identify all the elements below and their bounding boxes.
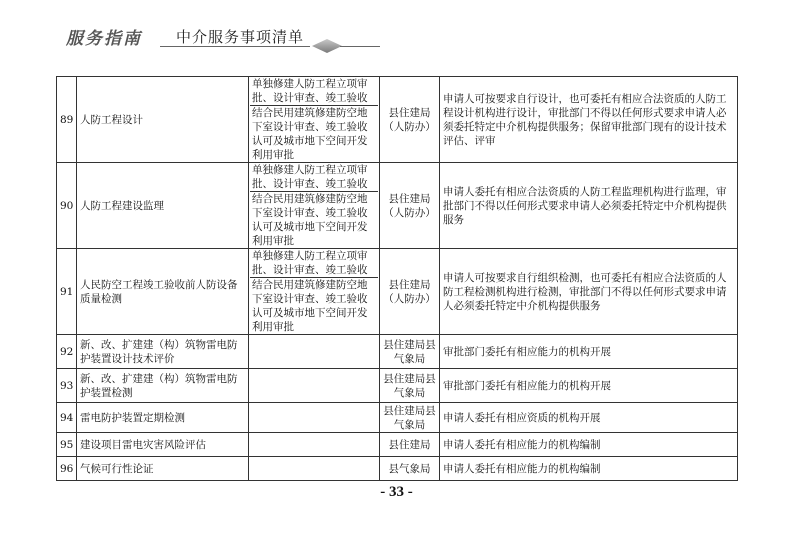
department: 县住建局 xyxy=(380,433,440,457)
header-rule xyxy=(160,46,310,47)
remark: 申请人可按要求自行设计，也可委托有相应合法资质的人防工程设计机构进行设计，审批部门不得以任何形式要求申请人必须委托特定中介机构提供服务；保留审批部门现有的设计技术评估、评审 xyxy=(440,77,738,163)
table-row xyxy=(57,77,738,163)
item-name: 雷电防护装置定期检测 xyxy=(77,403,249,433)
page-number: - 33 - xyxy=(380,484,413,500)
table-row xyxy=(57,163,738,249)
remark: 申请人可按要求自行组织检测，也可委托有相应合法资质的人防工程检测机构进行检测，审批部门不得以任何形式要求申请人必须委托特定中介机构提供服务 xyxy=(440,249,738,335)
approval-scope xyxy=(249,335,380,369)
approval-scope xyxy=(249,369,380,403)
row-number: 93 xyxy=(57,369,77,403)
remark: 申请人委托有相应能力的机构编制 xyxy=(440,433,738,457)
department: 县住建局（人防办） xyxy=(380,77,440,163)
scope-line: 结合民用建筑修建防空地下室设计审查、竣工验收认可及城市地下空间开发利用审批 xyxy=(252,193,368,247)
table-row xyxy=(57,249,738,335)
approval-scope xyxy=(249,457,380,481)
item-name: 气候可行性论证 xyxy=(77,457,249,481)
row-number: 96 xyxy=(57,457,77,481)
table-row xyxy=(57,335,738,369)
remark: 申请人委托有相应合法资质的人防工程监理机构进行监理，审批部门不得以任何形式要求申请人必须委托特定中介机构提供服务 xyxy=(440,163,738,249)
approval-scope xyxy=(249,403,380,433)
approval-scope xyxy=(249,249,380,335)
table-row xyxy=(57,403,738,433)
remark: 申请人委托有相应资质的机构开展 xyxy=(440,403,738,433)
item-name: 人防工程建设监理 xyxy=(77,163,249,249)
table-row xyxy=(57,433,738,457)
row-number: 90 xyxy=(57,163,77,249)
approval-scope xyxy=(249,433,380,457)
remark: 审批部门委托有相应能力的机构开展 xyxy=(440,335,738,369)
scope-line: 单独修建人防工程立项审批、设计审查、竣工验收 xyxy=(250,163,378,192)
row-number: 92 xyxy=(57,335,77,369)
item-name: 建设项目雷电灾害风险评估 xyxy=(77,433,249,457)
row-number: 94 xyxy=(57,403,77,433)
department: 县住建局（人防办） xyxy=(380,249,440,335)
header-rule xyxy=(340,46,380,47)
service-table xyxy=(56,76,738,481)
row-number: 91 xyxy=(57,249,77,335)
row-number: 89 xyxy=(57,77,77,163)
item-name: 人防工程设计 xyxy=(77,77,249,163)
scope-line: 结合民用建筑修建防空地下室设计审查、竣工验收认可及城市地下空间开发利用审批 xyxy=(252,107,368,161)
approval-scope xyxy=(249,77,380,163)
item-name: 人民防空工程竣工验收前人防设备质量检测 xyxy=(77,249,249,335)
item-name: 新、改、扩建建（构）筑物雷电防护装置设计技术评价 xyxy=(77,335,249,369)
scope-line: 单独修建人防工程立项审批、设计审查、竣工验收 xyxy=(250,249,378,278)
scope-line: 结合民用建筑修建防空地下室设计审查、竣工验收认可及城市地下空间开发利用审批 xyxy=(252,279,368,333)
remark: 审批部门委托有相应能力的机构开展 xyxy=(440,369,738,403)
diamond-icon xyxy=(312,39,342,53)
department: 县住建局（人防办） xyxy=(380,163,440,249)
header-title: 中介服务事项清单 xyxy=(176,28,305,46)
row-number: 95 xyxy=(57,433,77,457)
department: 县住建局县气象局 xyxy=(380,335,440,369)
table-row xyxy=(57,457,738,481)
department: 县气象局 xyxy=(380,457,440,481)
department: 县住建局县气象局 xyxy=(380,369,440,403)
scope-line: 单独修建人防工程立项审批、设计审查、竣工验收 xyxy=(250,77,378,106)
page-header xyxy=(0,0,793,60)
item-name: 新、改、扩建建（构）筑物雷电防护装置检测 xyxy=(77,369,249,403)
approval-scope xyxy=(249,163,380,249)
table-row xyxy=(57,369,738,403)
remark: 申请人委托有相应能力的机构编制 xyxy=(440,457,738,481)
header-guide-label: 服务指南 xyxy=(66,29,142,49)
department: 县住建局县气象局 xyxy=(380,403,440,433)
